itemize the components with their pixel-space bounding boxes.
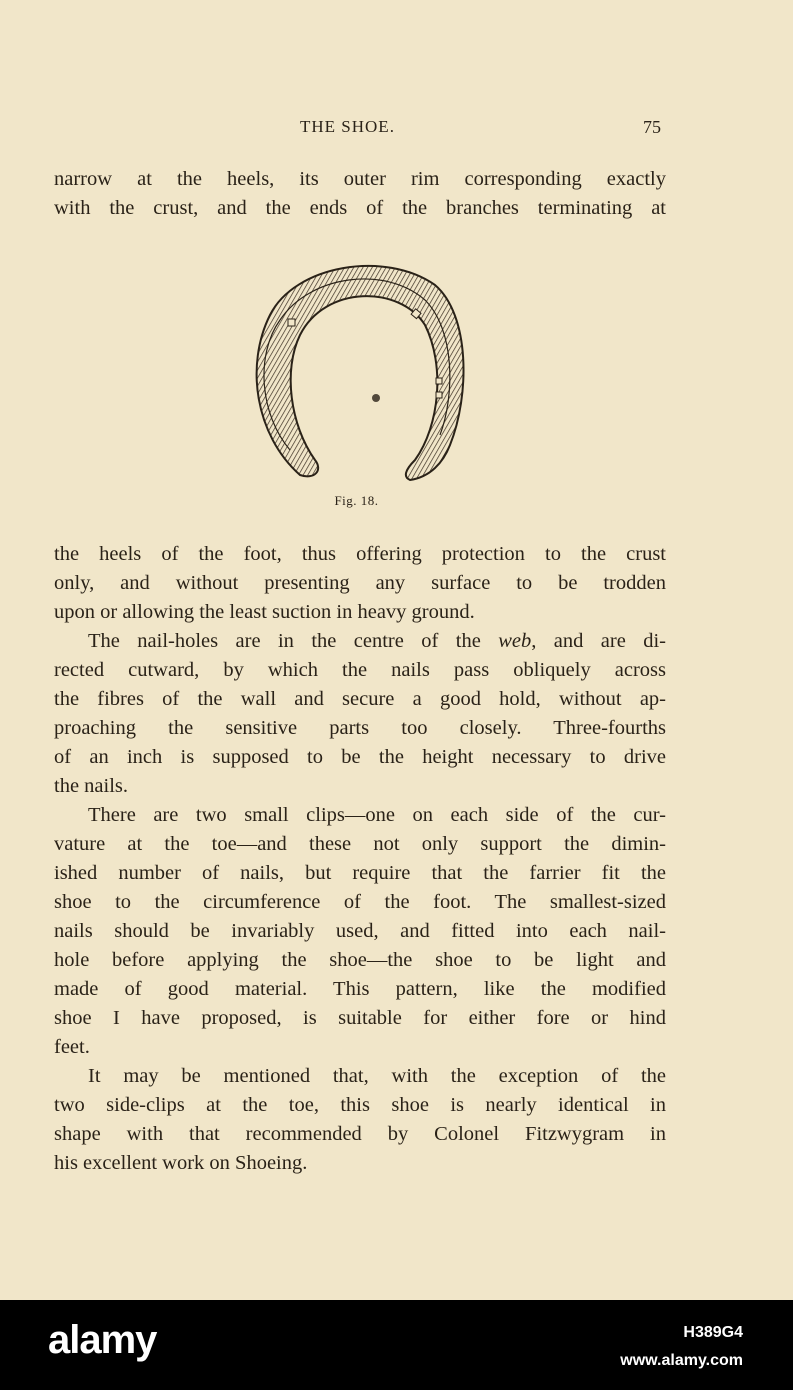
text-line: vature at the toe—and these not only support the dimin- xyxy=(54,833,666,855)
image-id: H389G4 xyxy=(683,1324,743,1341)
page-header xyxy=(0,115,793,141)
text-line: of an inch is supposed to be the height necessary to drive xyxy=(54,746,666,768)
text-line: shoe I have proposed, is suitable for either fore or hind xyxy=(54,1007,666,1029)
text-line: It may be mentioned that, with the exception of the xyxy=(88,1065,666,1087)
figure-caption: Fig. 18. xyxy=(334,493,379,508)
text-fragment: , and are di- xyxy=(531,630,666,652)
text-line: feet. xyxy=(54,1036,90,1058)
text-line: shoe to the circumference of the foot. The smallest-sized xyxy=(54,891,666,913)
text-line: proaching the sensitive parts too closely. Three-fourths xyxy=(54,717,666,739)
paragraph-4 xyxy=(54,1062,666,1178)
text-line: his excellent work on Shoeing. xyxy=(54,1152,308,1174)
text-line: hole before applying the shoe—the shoe to be light and xyxy=(54,949,666,971)
text-line: ished number of nails, but require that the farrier fit the xyxy=(54,862,666,884)
page-number: 75 xyxy=(643,117,661,137)
text-line: the fibres of the wall and secure a good hold, without ap- xyxy=(54,688,666,710)
text-line: narrow at the heels, its outer rim corresponding exactly xyxy=(54,168,666,190)
paragraph-1 xyxy=(54,540,666,627)
text-line: nails should be invariably used, and fitted into each nail- xyxy=(54,920,666,942)
text-line: with the crust, and the ends of the branches terminating at xyxy=(54,197,666,219)
text-line: upon or allowing the least suction in heavy ground. xyxy=(54,601,475,623)
site-url: www.alamy.com xyxy=(620,1352,743,1369)
text-line: the nails. xyxy=(54,775,129,797)
text-line xyxy=(54,627,666,656)
emphasis-web: web xyxy=(498,630,532,652)
text-line: rected cutward, by which the nails pass obliquely across xyxy=(54,659,666,681)
text-line: There are two small clips—one on each side of the cur- xyxy=(88,804,666,826)
watermark-bar xyxy=(0,1300,793,1390)
text-line: two side-clips at the toe, this shoe is nearly identical in xyxy=(54,1094,666,1116)
text-line: shape with that recommended by Colonel Fitzwygram in xyxy=(54,1123,666,1145)
text-line: only, and without presenting any surface to be trodden xyxy=(54,572,666,594)
paragraph-3 xyxy=(54,801,666,1062)
horseshoe-illustration-icon xyxy=(245,255,475,485)
paragraph-continuation xyxy=(54,165,666,223)
text-fragment: The nail-holes are in the centre of the xyxy=(88,630,499,652)
watermark-logo: alamy xyxy=(48,1318,157,1362)
paragraph-2 xyxy=(54,627,666,801)
text-line: the heels of the foot, thus offering protection to the crust xyxy=(54,543,666,565)
text-line: made of good material. This pattern, like the modified xyxy=(54,978,666,1000)
running-head: THE SHOE. xyxy=(300,117,395,136)
